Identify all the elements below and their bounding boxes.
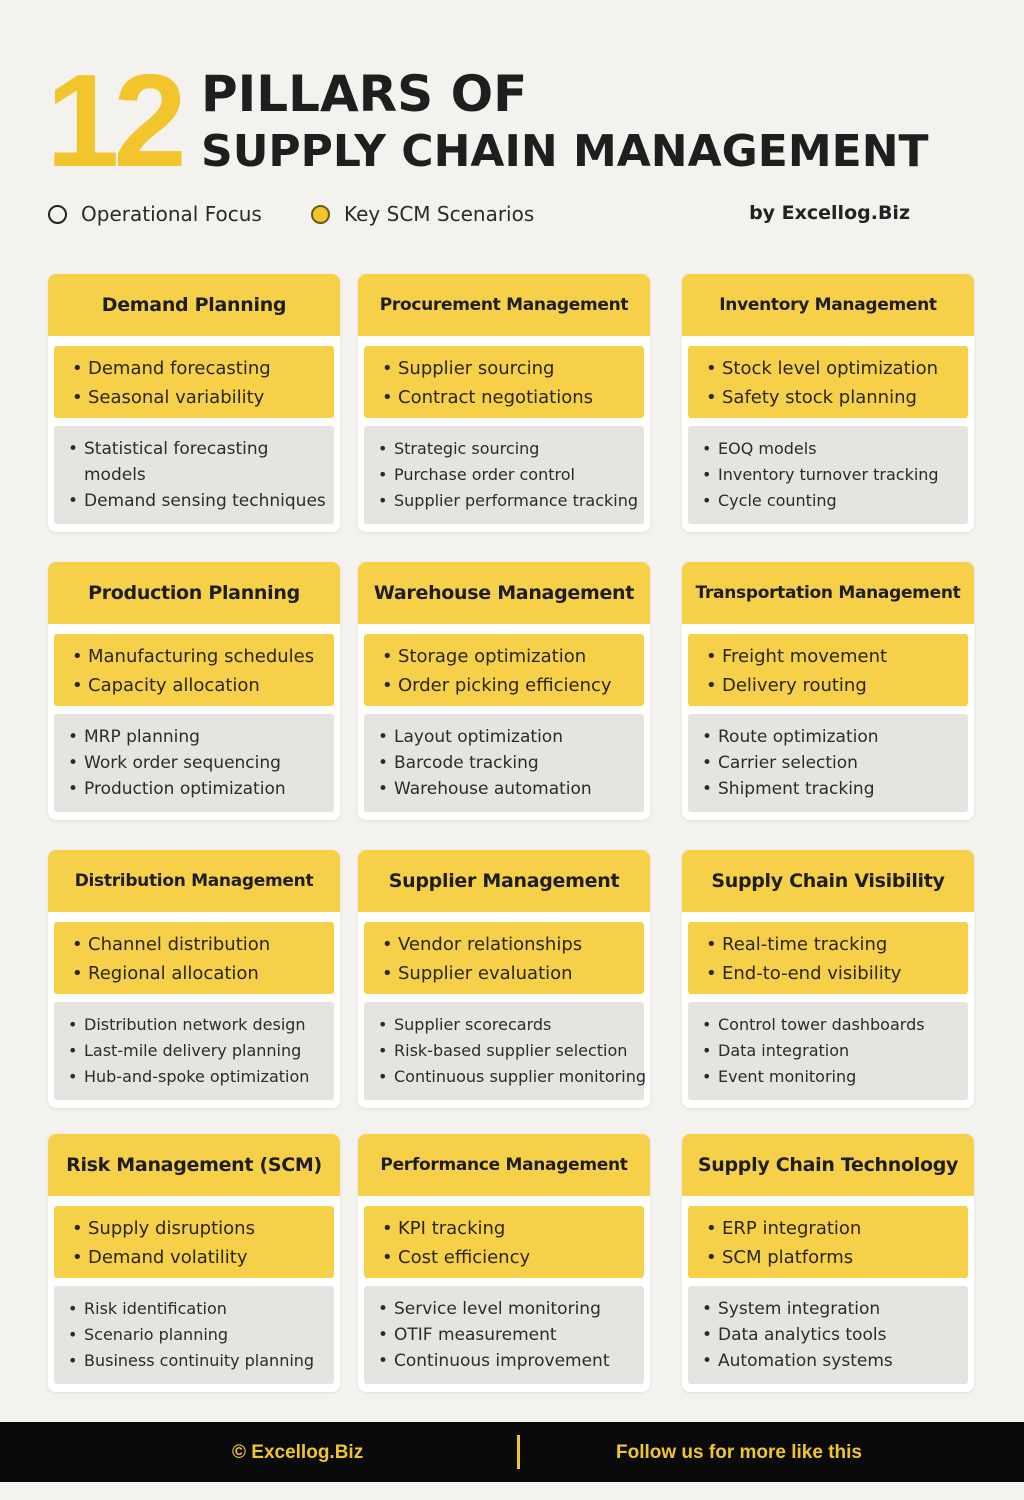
- pillar-card: [48, 562, 340, 820]
- ops-item: • Control tower dashboards: [698, 1012, 968, 1038]
- pillars-grid: [48, 274, 976, 1382]
- operational-box: [364, 1286, 644, 1384]
- ops-item: • Risk identification: [64, 1296, 334, 1322]
- operational-box: [688, 426, 968, 524]
- key-scenarios-box: [54, 922, 334, 994]
- operational-box: [364, 1002, 644, 1100]
- key-item: • Cost efficiency: [378, 1243, 644, 1272]
- pillar-card: [682, 1134, 974, 1392]
- ops-item: • System integration: [698, 1296, 968, 1322]
- key-scenarios-box: [688, 346, 968, 418]
- header: [46, 47, 986, 194]
- pillar-card: [358, 850, 650, 1108]
- key-scenarios-box: [688, 634, 968, 706]
- footer-divider: [517, 1435, 520, 1469]
- key-item: • Manufacturing schedules: [68, 642, 334, 671]
- ops-item: • Automation systems: [698, 1348, 968, 1374]
- ops-item: • Production optimization: [64, 776, 334, 802]
- operational-box: [364, 426, 644, 524]
- key-item: • Storage optimization: [378, 642, 644, 671]
- operational-box: [688, 1286, 968, 1384]
- pillar-title: Procurement Management: [358, 274, 650, 336]
- key-scenarios-box: [364, 922, 644, 994]
- key-scenarios-box: [54, 346, 334, 418]
- pillar-title: Demand Planning: [48, 274, 340, 336]
- byline: by Excellog.Biz: [749, 202, 910, 224]
- ops-item: • OTIF measurement: [374, 1322, 644, 1348]
- key-scenarios-box: [54, 634, 334, 706]
- key-item: • Seasonal variability: [68, 383, 334, 412]
- ops-item: • Barcode tracking: [374, 750, 644, 776]
- pillar-title: Risk Management (SCM): [48, 1134, 340, 1196]
- pillar-card: [358, 1134, 650, 1392]
- ops-item: • Shipment tracking: [698, 776, 968, 802]
- ops-item: • Service level monitoring: [374, 1296, 644, 1322]
- key-item: • SCM platforms: [702, 1243, 968, 1272]
- key-item: • Capacity allocation: [68, 671, 334, 700]
- pillar-card: [682, 274, 974, 532]
- pillar-title: Transportation Management: [682, 562, 974, 624]
- title-number: 12: [46, 47, 181, 194]
- ops-item: • MRP planning: [64, 724, 334, 750]
- key-item: • Freight movement: [702, 642, 968, 671]
- pillar-card: [358, 562, 650, 820]
- legend: [48, 202, 608, 232]
- ops-item: • Statistical forecasting models: [64, 436, 314, 488]
- title-line-2: SUPPLY CHAIN MANAGEMENT: [201, 126, 929, 177]
- ops-item: • Supplier performance tracking: [374, 488, 644, 514]
- key-item: • Real-time tracking: [702, 930, 968, 959]
- key-item: • Supply disruptions: [68, 1214, 334, 1243]
- ops-item: • Business continuity planning: [64, 1348, 334, 1374]
- ops-item: • Demand sensing techniques: [64, 488, 334, 514]
- pillar-card: [358, 274, 650, 532]
- ops-item: • Strategic sourcing: [374, 436, 644, 462]
- operational-box: [54, 426, 334, 524]
- key-scenarios-box: [364, 1206, 644, 1278]
- ops-item: • Risk-based supplier selection: [374, 1038, 644, 1064]
- operational-box: [54, 1286, 334, 1384]
- legend-key: [311, 202, 534, 226]
- pillar-card: [48, 1134, 340, 1392]
- key-item: • Contract negotiations: [378, 383, 644, 412]
- pillar-title: Performance Management: [358, 1134, 650, 1196]
- key-item: • End-to-end visibility: [702, 959, 968, 988]
- key-item: • Vendor relationships: [378, 930, 644, 959]
- operational-box: [688, 714, 968, 812]
- operational-box: [688, 1002, 968, 1100]
- key-item: • Demand forecasting: [68, 354, 334, 383]
- title-line-1: PILLARS OF: [201, 65, 528, 123]
- ops-item: • Last-mile delivery planning: [64, 1038, 334, 1064]
- ops-item: • Warehouse automation: [374, 776, 644, 802]
- pillar-title: Supply Chain Visibility: [682, 850, 974, 912]
- yellow-circle-icon: [311, 205, 330, 224]
- key-scenarios-box: [688, 1206, 968, 1278]
- key-item: • Order picking efficiency: [378, 671, 644, 700]
- pillar-title: Distribution Management: [48, 850, 340, 912]
- key-item: • Demand volatility: [68, 1243, 334, 1272]
- ops-item: • Route optimization: [698, 724, 968, 750]
- ops-item: • Data analytics tools: [698, 1322, 968, 1348]
- ops-item: • Distribution network design: [64, 1012, 334, 1038]
- key-item: • Delivery routing: [702, 671, 968, 700]
- key-item: • KPI tracking: [378, 1214, 644, 1243]
- ops-item: • Data integration: [698, 1038, 968, 1064]
- footer-follow[interactable]: Follow us for more like this: [616, 1442, 862, 1463]
- operational-box: [54, 1002, 334, 1100]
- ops-item: • Inventory turnover tracking: [698, 462, 968, 488]
- ops-item: • Supplier scorecards: [374, 1012, 644, 1038]
- ops-item: • Layout optimization: [374, 724, 644, 750]
- footer-copyright[interactable]: © Excellog.Biz: [232, 1442, 364, 1463]
- key-item: • Safety stock planning: [702, 383, 968, 412]
- operational-box: [364, 714, 644, 812]
- legend-operational: [48, 202, 262, 226]
- ops-item: • Continuous improvement: [374, 1348, 644, 1374]
- key-item: • Supplier evaluation: [378, 959, 644, 988]
- ops-item: • Carrier selection: [698, 750, 968, 776]
- key-scenarios-box: [364, 634, 644, 706]
- key-item: • Channel distribution: [68, 930, 334, 959]
- ops-item: • EOQ models: [698, 436, 968, 462]
- footer: [0, 1422, 1024, 1482]
- pillar-card: [48, 274, 340, 532]
- key-scenarios-box: [364, 346, 644, 418]
- pillar-card: [682, 850, 974, 1108]
- pillar-card: [682, 562, 974, 820]
- key-item: • Stock level optimization: [702, 354, 968, 383]
- pillar-title: Supply Chain Technology: [682, 1134, 974, 1196]
- pillar-title: Warehouse Management: [358, 562, 650, 624]
- operational-box: [54, 714, 334, 812]
- key-item: • ERP integration: [702, 1214, 968, 1243]
- key-scenarios-box: [688, 922, 968, 994]
- legend-key-label: Key SCM Scenarios: [344, 202, 535, 226]
- ops-item: • Cycle counting: [698, 488, 968, 514]
- ops-item: • Purchase order control: [374, 462, 644, 488]
- key-item: • Supplier sourcing: [378, 354, 644, 383]
- pillar-title: Production Planning: [48, 562, 340, 624]
- pillar-card: [48, 850, 340, 1108]
- ops-item: • Scenario planning: [64, 1322, 334, 1348]
- ops-item: • Work order sequencing: [64, 750, 334, 776]
- key-item: • Regional allocation: [68, 959, 334, 988]
- legend-operational-label: Operational Focus: [81, 202, 262, 226]
- ops-item: • Continuous supplier monitoring: [374, 1064, 644, 1090]
- ops-item: • Event monitoring: [698, 1064, 968, 1090]
- hollow-circle-icon: [48, 205, 67, 224]
- pillar-title: Inventory Management: [682, 274, 974, 336]
- key-scenarios-box: [54, 1206, 334, 1278]
- pillar-title: Supplier Management: [358, 850, 650, 912]
- ops-item: • Hub-and-spoke optimization: [64, 1064, 334, 1090]
